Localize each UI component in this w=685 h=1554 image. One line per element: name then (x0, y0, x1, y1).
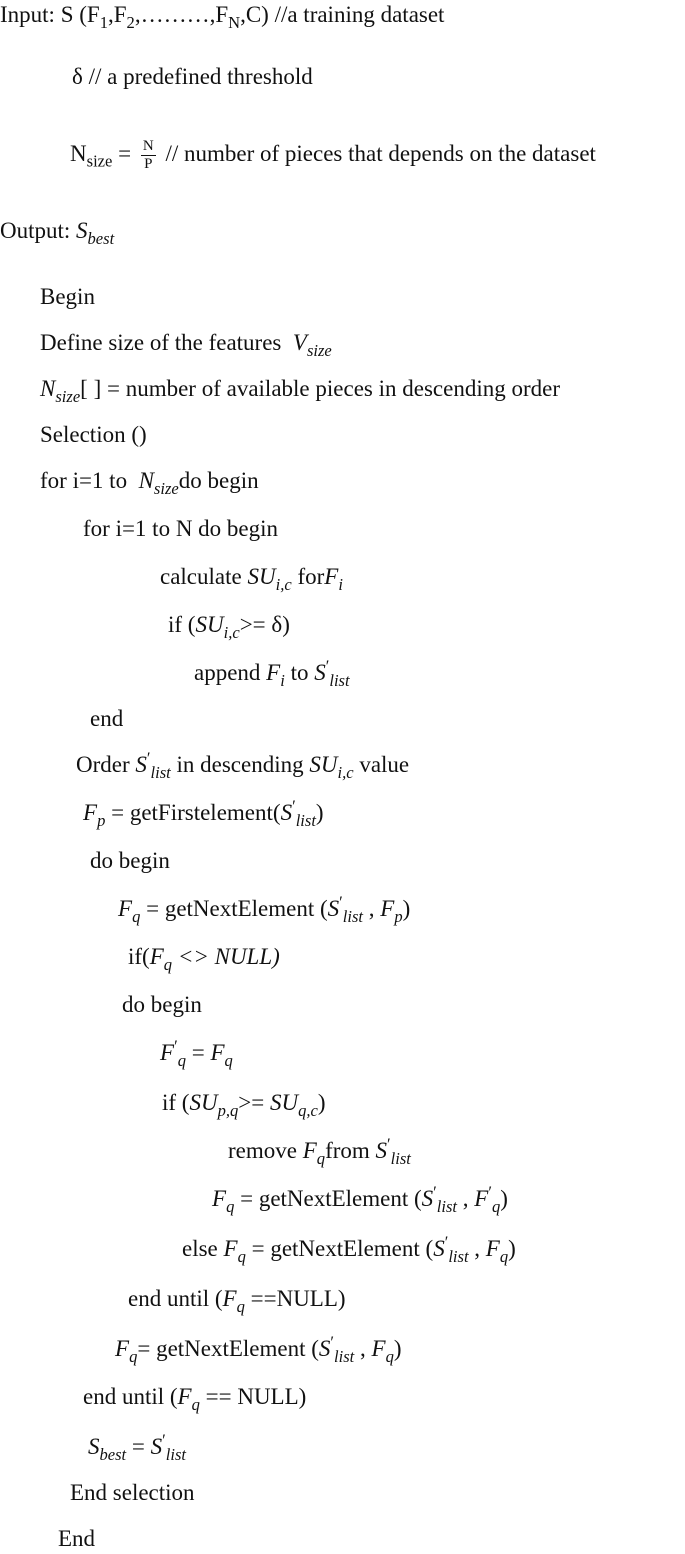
selection-line: Selection () (40, 422, 147, 447)
threshold-line: δ // a predefined threshold (72, 64, 313, 89)
begin-line: Begin (40, 284, 95, 309)
calculate-su-line: calculate $SU_{i,c}$ forF$_i$ (160, 564, 343, 594)
get-next-element-line-2: $F_q$ = getNextElement ($S'_{list}$ , $F'_q$) (212, 1182, 508, 1216)
input-line: Input: S $(F_1,F_2,\dots\dots\dots,F_N,C)$ //a training dataset (0, 2, 445, 32)
for-inner-line: for i=1 to N do begin (83, 516, 279, 541)
fq-prime-assign-line: $F'_q = F_q$ (160, 1036, 233, 1070)
end-line: End (58, 1526, 96, 1551)
n-over-p-fraction: $\frac{N}{P}$ (142, 138, 154, 172)
nsize-definition-line: $N_{size}$ = $\frac{N}{P}$ // number of pieces that depends on the dataset (70, 138, 596, 172)
for-outer-line: for i=1 to $N_{size}do$ begin (40, 468, 259, 498)
get-next-element-line-3: $F_q=$ getNextElement ($S'_{list}$ , $F_q$) (115, 1332, 402, 1366)
remove-line: remove $F_qfrom$ $S'_{list}$ (228, 1134, 411, 1168)
sbest-assign-line: $S_{best} = S'_{list}$ (88, 1430, 186, 1464)
else-line: else $F_q$ = getNextElement ($S'_{list}$ , $F_q$) (182, 1232, 516, 1266)
append-line: append $F_i$ to $S'_{list}$ (194, 656, 350, 690)
order-line: Order $S'_{list}$ in descending $SU_{i,c}$ value (76, 748, 410, 782)
get-next-element-line-1: $F_q$ = getNextElement ($S'_{list}$ , $F_p$) (118, 892, 411, 926)
if-su-compare-line: if $(SU_{p,q}>= SU_{q,c})$ (162, 1090, 326, 1120)
end-inner-line: end (90, 706, 124, 731)
if-su-threshold-line: if $(SU_{i,c}>= \delta)$ (168, 612, 290, 642)
end-until-inner-line: end until ($F_q$ ==NULL) (128, 1286, 346, 1316)
do-begin-outer-line: do begin (90, 848, 170, 873)
do-begin-inner-line: do begin (122, 992, 202, 1017)
end-selection-line: End selection (70, 1480, 195, 1505)
if-not-null-line: $if(F_q$ <> NULL) (128, 944, 280, 974)
output-line: Output: $S_{best}$ (0, 218, 115, 248)
end-until-outer-line: end until ($F_q$ == NULL) (83, 1384, 307, 1414)
define-size-line: Define size of the features $V_{size}$ (40, 330, 332, 360)
get-first-element-line: $F_p$ = $getFirstelement(S'_{list})$ (83, 796, 324, 830)
nsize-array-line: $N_{size}$[ ] = number of available pieces in descending order (40, 376, 560, 406)
